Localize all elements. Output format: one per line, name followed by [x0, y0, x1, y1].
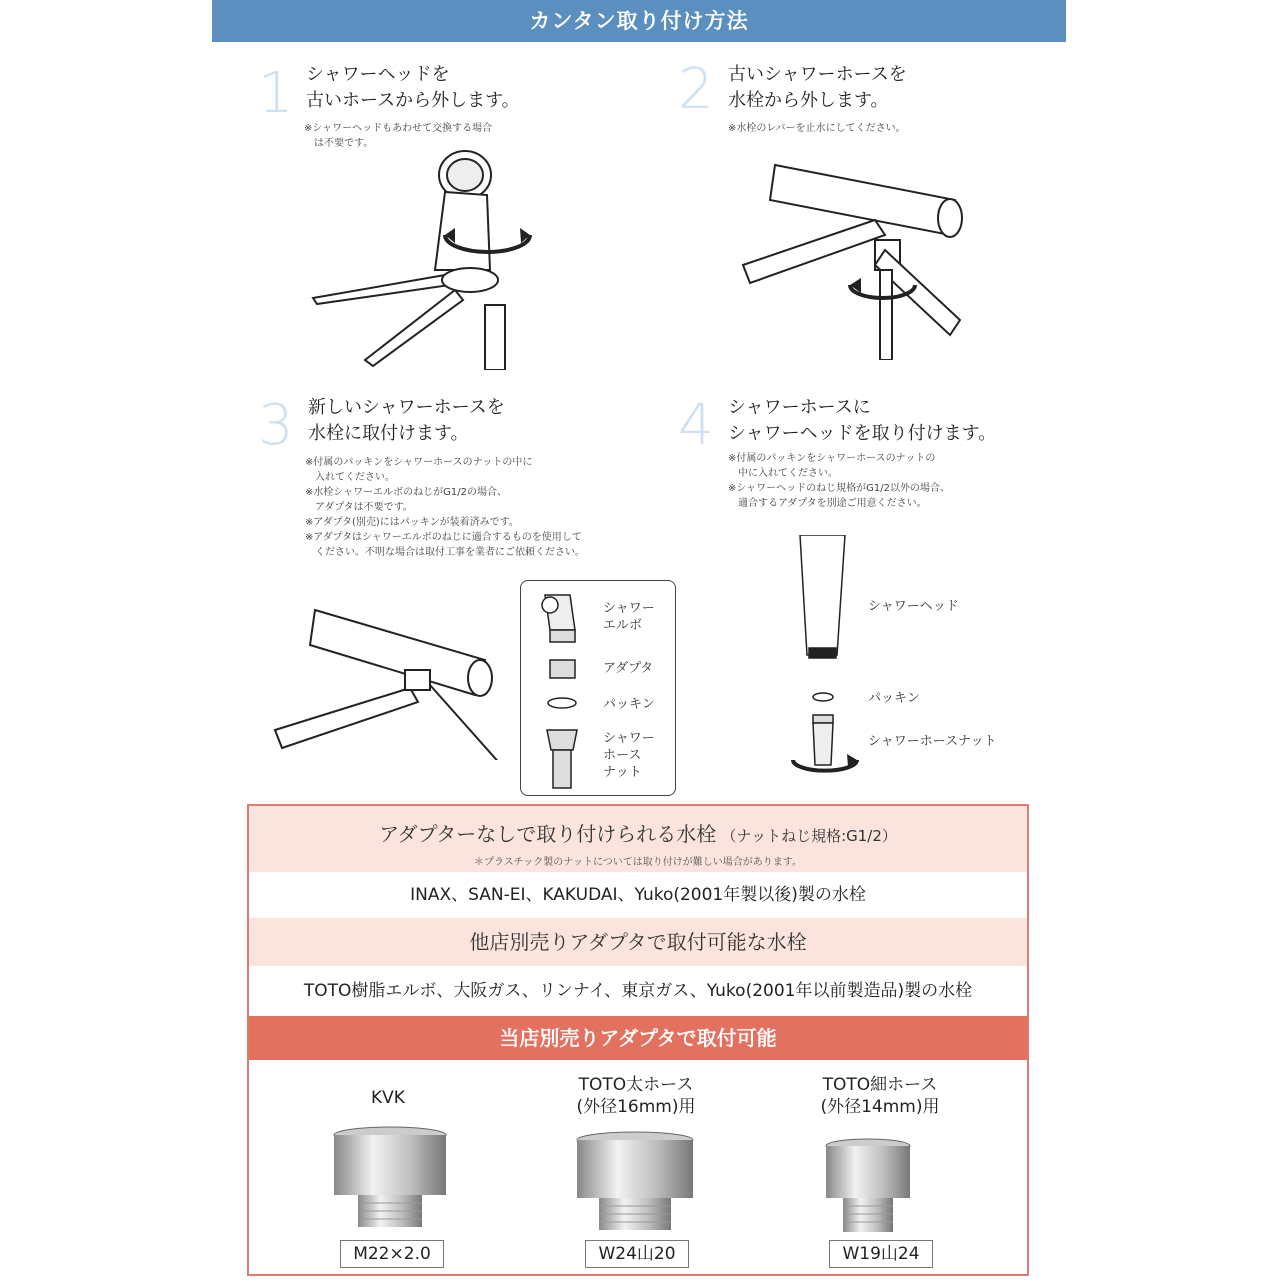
part-label-adapter: アダプタ: [603, 661, 654, 676]
other-shop-title: 他店別売りアダプタで取付可能な水栓: [469, 930, 807, 954]
adapter-toto-thick-label: [556, 1074, 716, 1118]
other-shop-title-row: [249, 918, 1027, 966]
adapter-toto-thick-spec: W24山20: [585, 1240, 689, 1268]
step-number-3: 3: [258, 393, 294, 458]
remove-shower-head-illustration: [305, 140, 545, 370]
step-note-line: ※シャワーヘッドのねじ規格がG1/2以外の場合、: [728, 483, 951, 494]
step-2-title-line: 水栓から外します。: [728, 90, 889, 111]
parts-stack-illustration: [525, 585, 595, 795]
step-note-line: は不要です。: [304, 138, 374, 149]
part-label-packing-4: パッキン: [868, 691, 920, 706]
adapter-kvk-label: [338, 1087, 438, 1109]
step-note-line: ※付属のパッキンをシャワーホースのナットの: [728, 453, 936, 464]
no-adapter-brands-row: [249, 872, 1027, 918]
part-label-packing: パッキン: [603, 697, 655, 712]
step-note-line: ※アダプタ(別売)にはパッキンが装着済みです。: [305, 517, 519, 528]
step-note-line: 入れてください。: [305, 472, 395, 483]
plastic-nut-note: ＊プラスチック製のナットについては取り付けが難しい場合があります。: [474, 857, 802, 868]
adapter-toto-thick-image: [573, 1130, 697, 1235]
no-adapter-title: アダプターなしで取り付けられる水栓: [379, 822, 717, 846]
step-note-line: アダプタは不要です。: [305, 502, 413, 513]
adapter-label-line: (外径16mm)用: [576, 1097, 696, 1117]
step-4-title-line: シャワーヘッドを取り付けます。: [728, 423, 997, 444]
step-note-line: ※水栓シャワーエルボのねじがG1/2の場合、: [305, 487, 508, 498]
part-label-shower-head: シャワーヘッド: [868, 599, 959, 614]
thread-spec: （ナットねじ規格:G1/2）: [721, 827, 897, 845]
step-note-line: 中に入れてください。: [728, 468, 838, 479]
adapter-toto-thin-image: [823, 1138, 913, 1235]
page-header: カンタン取り付け方法: [212, 0, 1066, 42]
step-3-title-line: 水栓に取付けます。: [308, 423, 469, 444]
step-4-title: [728, 395, 996, 447]
remove-hose-from-faucet-illustration: [735, 145, 975, 360]
step-1-title-line: 古いホースから外します。: [306, 90, 520, 111]
other-shop-brands: TOTO樹脂エルボ、大阪ガス、リンナイ、東京ガス、Yuko(2001年以前製造品)製の水栓: [303, 981, 973, 1001]
step-2-title-line: 古いシャワーホースを: [728, 64, 907, 85]
adapter-label-line: TOTO太ホース: [578, 1075, 694, 1095]
step-1-title: [306, 62, 520, 114]
step-number-1: 1: [258, 61, 294, 126]
step-1-title-line: シャワーヘッドを: [306, 64, 450, 85]
step-2-title: [728, 62, 907, 114]
step-3-title: [308, 395, 505, 447]
step-3-title-line: 新しいシャワーホースを: [308, 397, 505, 418]
step-2-notes: [728, 121, 906, 136]
step-note-line: ※水栓のレバーを止水にしてください。: [728, 123, 906, 134]
part-label-shower-elbow: シャワー エルボ: [603, 601, 655, 633]
adapter-kvk-image: [330, 1125, 450, 1235]
our-shop-title-row: [249, 1016, 1027, 1060]
attach-shower-head-illustration: [785, 535, 865, 780]
no-adapter-brands: INAX、SAN-EI、KAKUDAI、Yuko(2001年製以後)製の水栓: [410, 885, 866, 905]
adapter-label-line: KVK: [371, 1088, 405, 1108]
adapter-kvk-spec: M22×2.0: [340, 1240, 444, 1268]
step-note-line: ※付属のパッキンをシャワーホースのナットの中に: [305, 457, 533, 468]
no-adapter-title-row: [249, 806, 1027, 872]
step-4-notes: [728, 451, 950, 511]
attach-hose-to-faucet-illustration: [270, 600, 520, 760]
part-label-hose-nut: シャワー ホース ナット: [603, 731, 655, 780]
step-3-notes: [305, 455, 585, 560]
adapter-toto-thin-spec: W19山24: [829, 1240, 933, 1268]
adapter-label-line: (外径14mm)用: [820, 1097, 940, 1117]
step-number-4: 4: [678, 393, 714, 458]
step-4-title-line: シャワーホースに: [728, 397, 871, 418]
step-note-line: ※アダプタはシャワーエルボのねじに適合するものを使用して: [305, 532, 582, 543]
part-label-hose-nut-4: シャワーホースナット: [868, 734, 997, 749]
step-note-line: ください。不明な場合は取付工事を業者にご依頼ください。: [305, 547, 585, 558]
adapter-label-line: TOTO細ホース: [822, 1075, 938, 1095]
our-shop-title: 当店別売りアダプタで取付可能: [499, 1026, 777, 1050]
adapter-toto-thin-label: [800, 1074, 960, 1118]
step-number-2: 2: [678, 57, 714, 122]
other-shop-brands-row: [249, 966, 1027, 1016]
step-note-line: 適合するアダプタを別途ご用意ください。: [728, 498, 927, 509]
step-note-line: ※シャワーヘッドもあわせて交換する場合: [304, 123, 493, 134]
